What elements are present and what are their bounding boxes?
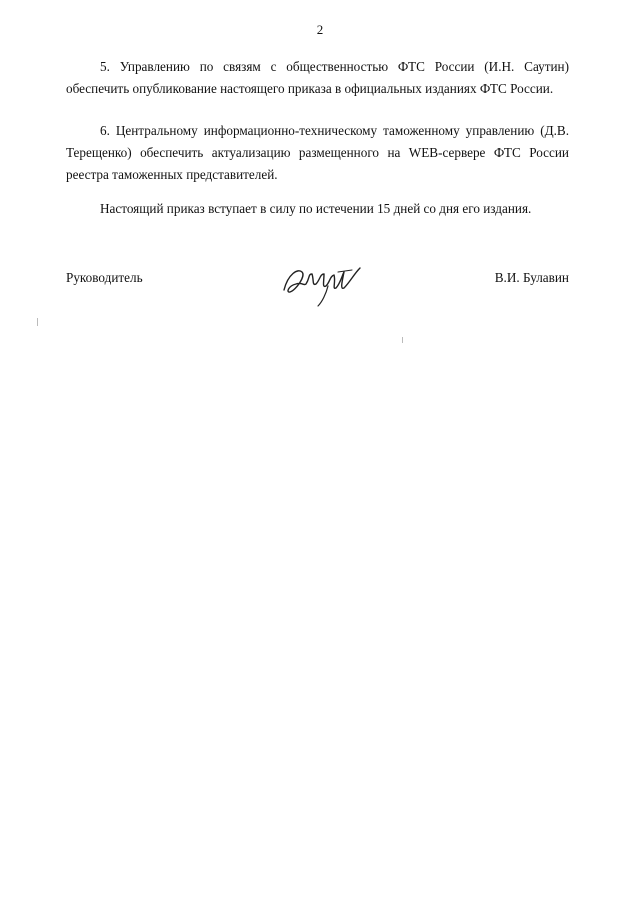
scan-artifact: [37, 318, 38, 326]
paragraph-6-text: 6. Центральному информационно-техническому таможенному управлению (Д.В. Терещенко) обеспечить актуализацию размещенного на WEB-сервере ФТС России реестра таможенных представителей.: [66, 123, 569, 182]
handwritten-signature: [278, 260, 368, 310]
closing-paragraph-text: Настоящий приказ вступает в силу по истечении 15 дней со дня его издания.: [100, 201, 532, 216]
scan-artifact: [402, 337, 403, 343]
signatory-role: Руководитель: [66, 270, 143, 285]
paragraph-5: [66, 56, 569, 100]
paragraph-5-text: 5. Управлению по связям с общественностью ФТС России (И.Н. Саутин) обеспечить опубликование настоящего приказа в официальных изданиях ФТС России.: [66, 59, 569, 96]
signatory-name: В.И. Булавин: [494, 270, 569, 285]
signature-block: [66, 266, 569, 316]
closing-paragraph: [66, 198, 569, 220]
page-number: 2: [316, 22, 324, 37]
paragraph-6: [66, 120, 569, 186]
